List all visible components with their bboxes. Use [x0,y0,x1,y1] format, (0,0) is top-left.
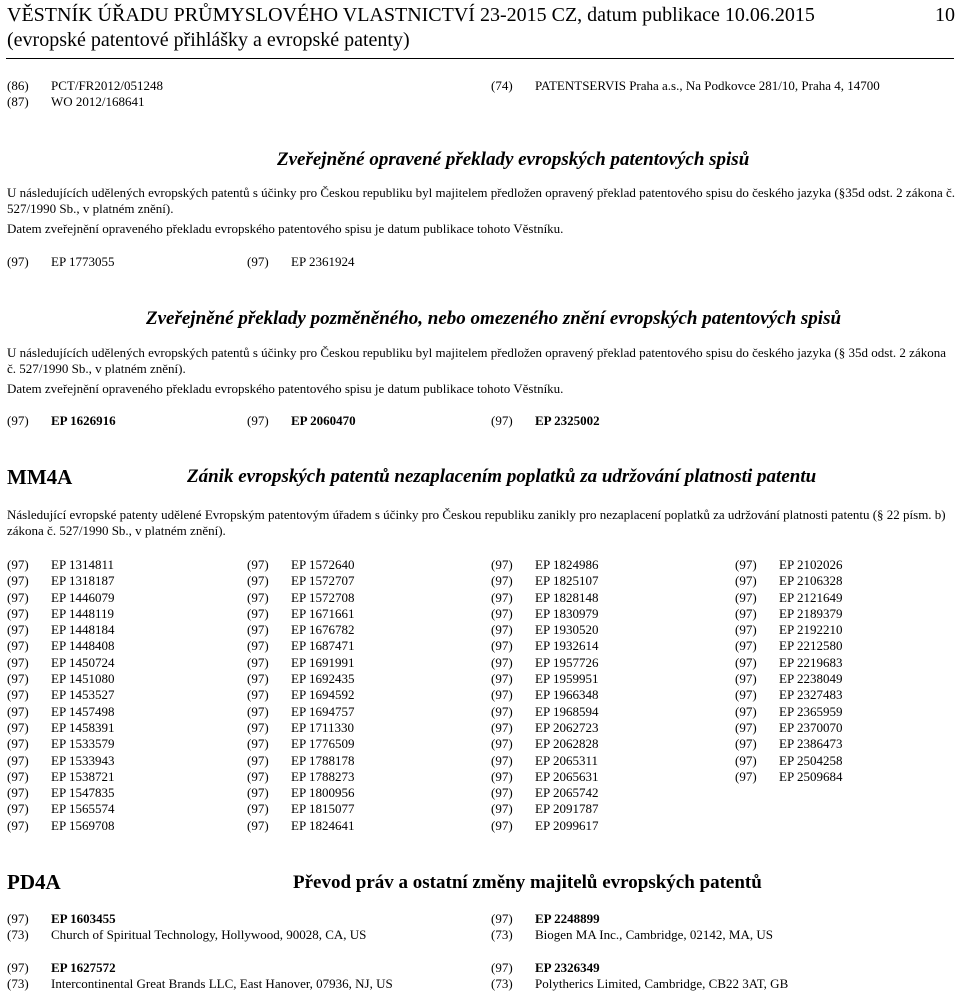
patent-number: EP 1691991 [291,654,355,670]
section2-entry-3: (97) EP 2325002 [491,413,600,428]
patent-number: EP 1930520 [535,622,599,638]
patent-number: EP 1815077 [291,801,355,817]
patent-number: EP 2062723 [535,719,599,735]
inid-code: (97) [735,605,757,621]
list-item [491,638,598,654]
patent-number: EP 1448119 [51,605,114,621]
section3-text: Následující evropské patenty udělené Evropským patentovým úřadem s účinky pro Českou republiku zanikly pro nezaplacení poplatků za udržování platnosti patentu (§ 22 písm. b) zákona č. 527/1990 Sb., v platném znění). [7,507,946,538]
list-item [7,557,114,573]
inid-code: (97) [247,785,269,801]
patent-number: EP 1314811 [51,557,114,572]
patent-number: EP 2238049 [779,671,843,687]
list-item [247,573,354,589]
list-item [491,573,598,589]
patent-number: EP 1671661 [291,605,355,621]
list-item [735,557,842,573]
patent-number: EP 1457498 [51,703,115,719]
inid-code: (97) [247,654,269,670]
list-item [247,818,354,834]
patent-number: EP 1565574 [51,801,115,817]
list-item [735,720,842,736]
patent-number: EP 2091787 [535,801,599,817]
inid-code: (97) [735,654,757,670]
patent-number: EP 2504258 [779,752,843,768]
list-item [247,671,354,687]
list-item [247,736,354,752]
patent-number: EP 1788273 [291,768,355,784]
list-item [7,655,114,671]
section2-text: U následujících udělených evropských patentů s účinky pro Českou republiku byl majitelem předložen opravený překlad patentového spisu do českého jazyka (§ 35d odst. 2 zákona č. 527/1990 Sb., v platném znění). [7,345,946,376]
patent-number: EP 1776509 [291,736,355,752]
patent-number: EP 1825107 [535,573,599,589]
patent-number: EP 2065311 [535,752,598,768]
patent-number: EP 1957726 [535,654,599,670]
inid-code: (97) [491,768,513,784]
inid-code: (97) [247,817,269,833]
list-item [491,736,598,752]
inid-code: (97) [735,638,757,654]
top-entry-74: (74) PATENTSERVIS Praha a.s., Na Podkovce 281/10, Praha 4, 14700 [491,78,880,93]
inid-code: (97) [7,768,29,784]
section4-code: PD4A [7,870,61,894]
list-item [491,818,598,834]
inid-code: (97) [247,768,269,784]
list-item [735,638,842,654]
header-rule [6,58,954,59]
patent-number: EP 2099617 [535,817,599,833]
list-item [491,671,598,687]
inid-code: (97) [7,605,29,621]
list-item [491,753,598,769]
inid-code: (97) [735,573,757,589]
patent-number: EP 1533579 [51,736,115,752]
list-item [247,785,354,801]
list-item [735,622,842,638]
inid-code: (97) [247,752,269,768]
patent-number: EP 2062828 [535,736,599,752]
list-item [7,801,114,817]
inid-code: (97) [7,671,29,687]
list-item [7,785,114,801]
patent-number: EP 2219683 [779,654,843,670]
inid-code: (97) [491,752,513,768]
inid-code: (97) [247,573,269,589]
inid-code: (97) [247,638,269,654]
inid-code: (97) [491,654,513,670]
inid-code: (97) [735,768,757,784]
inid-code: (97) [7,557,29,572]
list-item [247,687,354,703]
patent-number: EP 1572708 [291,589,355,605]
inid-code: (97) [491,573,513,589]
inid-code: (97) [735,703,757,719]
inid-code: (97) [7,817,29,833]
list-item [7,606,114,622]
patent-number: EP 1692435 [291,671,355,687]
patent-number: EP 2212580 [779,638,843,654]
section1-entry-1: (97) EP 1773055 [7,254,115,269]
patent-number: EP 1966348 [535,687,599,703]
inid-code: (97) [247,687,269,703]
patent-number: EP 1932614 [535,638,599,654]
list-item [491,687,598,703]
list-item [7,818,114,834]
patent-number: EP 1538721 [51,768,115,784]
patent-number: EP 1318187 [51,573,115,589]
list-item [7,638,114,654]
inid-code: (97) [7,654,29,670]
list-item [735,687,842,703]
inid-code: (97) [735,671,757,687]
inid-code: (97) [7,801,29,817]
section3-title: Zánik evropských patentů nezaplacením poplatků za udržování platnosti patentu [187,466,817,487]
section2-title: Zveřejněné překlady pozměněného, nebo omezeného znění evropských patentových spisů [146,308,842,329]
patent-number: EP 1448184 [51,622,115,638]
inid-code: (97) [247,589,269,605]
inid-code: (97) [247,801,269,817]
patent-number: EP 2327483 [779,687,843,703]
list-item [735,573,842,589]
inid-code: (97) [735,622,757,638]
patent-number: EP 1572707 [291,573,355,589]
list-item [735,753,842,769]
inid-code: (97) [735,687,757,703]
journal-title: VĚSTNÍK ÚŘADU PRŮMYSLOVÉHO VLASTNICTVÍ 23-2015 CZ, datum publikace 10.06.2015 [7,4,815,26]
patent-number: EP 2065631 [535,768,599,784]
list-item [247,557,354,573]
patent-number: EP 1959951 [535,671,599,687]
inid-code: (97) [491,736,513,752]
list-item [491,801,598,817]
patent-number: EP 2102026 [779,557,843,572]
inid-code: (97) [491,605,513,621]
list-item [735,769,842,785]
list-item [491,769,598,785]
patent-number: EP 1694757 [291,703,355,719]
inid-code: (97) [7,736,29,752]
list-item [7,590,114,606]
patent-number: EP 1569708 [51,817,115,833]
list-item [735,606,842,622]
inid-code: (97) [7,703,29,719]
patent-number: EP 1711330 [291,719,354,735]
list-item [7,687,114,703]
inid-code: (97) [491,703,513,719]
list-item [7,704,114,720]
list-item [247,638,354,654]
list-item [247,704,354,720]
patent-number: EP 1968594 [535,703,599,719]
top-entry-86: (86) PCT/FR2012/051248 [7,78,163,93]
list-item [7,736,114,752]
list-item [735,590,842,606]
inid-code: (97) [491,589,513,605]
inid-code: (97) [247,736,269,752]
lapsed-column-2 [247,557,354,834]
inid-code: (97) [7,719,29,735]
patent-number: EP 1694592 [291,687,355,703]
inid-code: (97) [7,785,29,801]
transfer-entry-4: (97) EP 2326349 (73) Polytherics Limited, Cambridge, CB22 3AT, GB [491,960,789,991]
inid-code: (97) [491,557,513,572]
list-item [7,720,114,736]
list-item [7,622,114,638]
list-item [491,622,598,638]
list-item [735,736,842,752]
section1-title: Zveřejněné opravené překlady evropských patentových spisů [277,149,750,170]
section3-code: MM4A [7,465,73,489]
list-item [7,671,114,687]
list-item [247,655,354,671]
list-item [491,655,598,671]
lapsed-column-3 [491,557,598,834]
patent-number: EP 1451080 [51,671,115,687]
patent-number: EP 2121649 [779,589,843,605]
section2-entry-1: (97) EP 1626916 [7,413,116,428]
inid-code: (97) [491,671,513,687]
list-item [7,769,114,785]
list-item [247,801,354,817]
section1-entry-2: (97) EP 2361924 [247,254,355,269]
patent-number: EP 1450724 [51,654,115,670]
inid-code: (97) [491,817,513,833]
inid-code: (97) [247,557,269,572]
lapsed-column-4 [735,557,842,785]
inid-code: (97) [7,687,29,703]
patent-number: EP 1788178 [291,752,355,768]
list-item [735,671,842,687]
patent-number: EP 1572640 [291,557,355,572]
journal-subtitle: (evropské patentové přihlášky a evropské patenty) [7,29,410,51]
patent-number: EP 1453527 [51,687,115,703]
patent-number: EP 2509684 [779,768,843,784]
patent-number: EP 1458391 [51,719,115,735]
patent-number: EP 2365959 [779,703,843,719]
inid-code: (97) [735,736,757,752]
patent-number: EP 1676782 [291,622,355,638]
inid-code: (97) [7,638,29,654]
inid-code: (97) [247,605,269,621]
patent-number: EP 1547835 [51,785,115,801]
patent-number: EP 2192210 [779,622,843,638]
section4-title: Převod práv a ostatní změny majitelů evropských patentů [293,872,762,893]
patent-number: EP 1448408 [51,638,115,654]
list-item [491,590,598,606]
inid-code: (97) [247,671,269,687]
inid-code: (97) [491,801,513,817]
section1-text: U následujících udělených evropských patentů s účinky pro Českou republiku byl majitelem předložen opravený překlad patentového spisu do českého jazyka (§35d odst. 2 zákona č. 527/1990 Sb., v platném znění). [7,185,956,216]
list-item [7,753,114,769]
section1-text2: Datem zveřejnění opraveného překladu evropského patentového spisu je datum publikace tohoto Věstníku. [7,221,564,236]
top-entry-87: (87) WO 2012/168641 [7,94,145,109]
inid-code: (97) [7,573,29,589]
list-item [491,785,598,801]
inid-code: (97) [7,589,29,605]
patent-number: EP 1533943 [51,752,115,768]
inid-code: (97) [247,703,269,719]
patent-number: EP 2106328 [779,573,843,589]
patent-number: EP 1828148 [535,589,599,605]
list-item [247,590,354,606]
patent-number: EP 2370070 [779,719,843,735]
inid-code: (97) [491,687,513,703]
inid-code: (97) [735,589,757,605]
list-item [491,704,598,720]
inid-code: (97) [491,638,513,654]
section2-text2: Datem zveřejnění opraveného překladu evropského patentového spisu je datum publikace tohoto Věstníku. [7,381,564,396]
patent-number: EP 1824641 [291,817,355,833]
list-item [247,622,354,638]
patent-number: EP 2386473 [779,736,843,752]
patent-number: EP 1687471 [291,638,355,654]
inid-code: (97) [7,752,29,768]
patent-number: EP 1800956 [291,785,355,801]
inid-code: (97) [735,719,757,735]
inid-code: (97) [735,752,757,768]
inid-code: (97) [735,557,757,572]
transfer-entry-2: (97) EP 2248899 (73) Biogen MA Inc., Cambridge, 02142, MA, US [491,911,773,942]
list-item [735,655,842,671]
patent-number: EP 2189379 [779,605,843,621]
inid-code: (97) [491,622,513,638]
list-item [247,769,354,785]
patent-number: EP 1830979 [535,605,599,621]
list-item [247,606,354,622]
inid-code: (97) [247,719,269,735]
patent-number: EP 2065742 [535,785,599,801]
transfer-entry-3: (97) EP 1627572 (73) Intercontinental Great Brands LLC, East Hanover, 07936, NJ, US [7,960,393,991]
list-item [247,720,354,736]
inid-code: (97) [247,622,269,638]
lapsed-column-1 [7,557,114,834]
patent-number: EP 1824986 [535,557,599,572]
list-item [491,720,598,736]
inid-code: (97) [491,719,513,735]
section2-entry-2: (97) EP 2060470 [247,413,356,428]
list-item [491,606,598,622]
inid-code: (97) [7,622,29,638]
list-item [735,704,842,720]
patent-number: EP 1446079 [51,589,115,605]
list-item [491,557,598,573]
transfer-entry-1: (97) EP 1603455 (73) Church of Spiritual Technology, Hollywood, 90028, CA, US [7,911,367,942]
inid-code: (97) [491,785,513,801]
page-number: 10 [935,4,955,26]
list-item [7,573,114,589]
list-item [247,753,354,769]
